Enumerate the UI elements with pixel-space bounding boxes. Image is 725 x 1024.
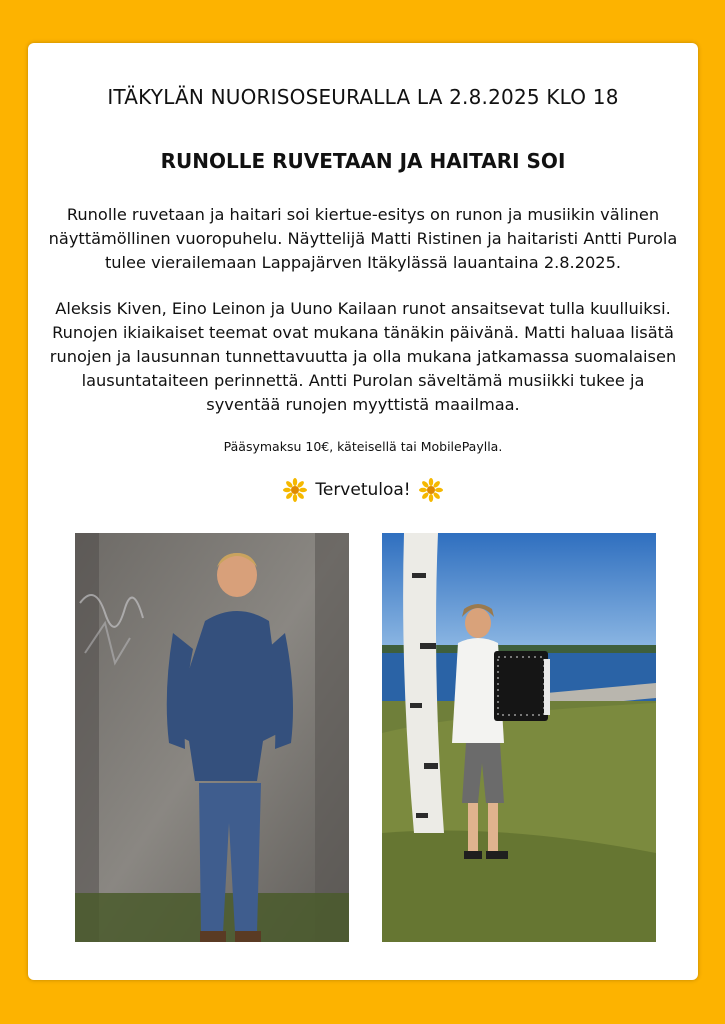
event-header: ITÄKYLÄN NUORISOSEURALLA LA 2.8.2025 KLO 18 xyxy=(107,85,619,109)
welcome-line xyxy=(28,478,698,502)
accordionist-photo xyxy=(382,533,656,942)
sunflower-icon xyxy=(419,478,443,502)
welcome-text: Tervetuloa! xyxy=(315,480,411,500)
admission-info: Pääsymaksu 10€, käteisellä tai MobilePaylla. xyxy=(223,439,503,454)
poster-card xyxy=(28,43,698,980)
description-paragraph-1: Runolle ruvetaan ja haitari soi kiertue-esitys on runon ja musiikin välinen näyttämöllinen vuoropuhelu. Näyttelijä Matti Ristinen ja haitaristi Antti Purola tulee vierailemaan Lappajärven Itäkylässä lauantaina 2.8.2025. xyxy=(48,205,678,272)
actor-photo xyxy=(75,533,349,942)
event-title: RUNOLLE RUVETAAN JA HAITARI SOI xyxy=(160,149,566,173)
description-paragraph-2: Aleksis Kiven, Eino Leinon ja Uuno Kailaan runot ansaitsevat tulla kuulluiksi. Runojen ikiaikaiset teemat ovat mukana tänäkin päivänä. Matti haluaa lisätä runojen ja lausunnan tunnettavuutta ja olla mukana jatkamassa suomalaisen lausuntataiteen perinnettä. Antti Purolan säveltämä musiikki tukee ja syventää runojen myyttistä maailmaa. xyxy=(49,299,677,414)
sunflower-icon xyxy=(283,478,307,502)
